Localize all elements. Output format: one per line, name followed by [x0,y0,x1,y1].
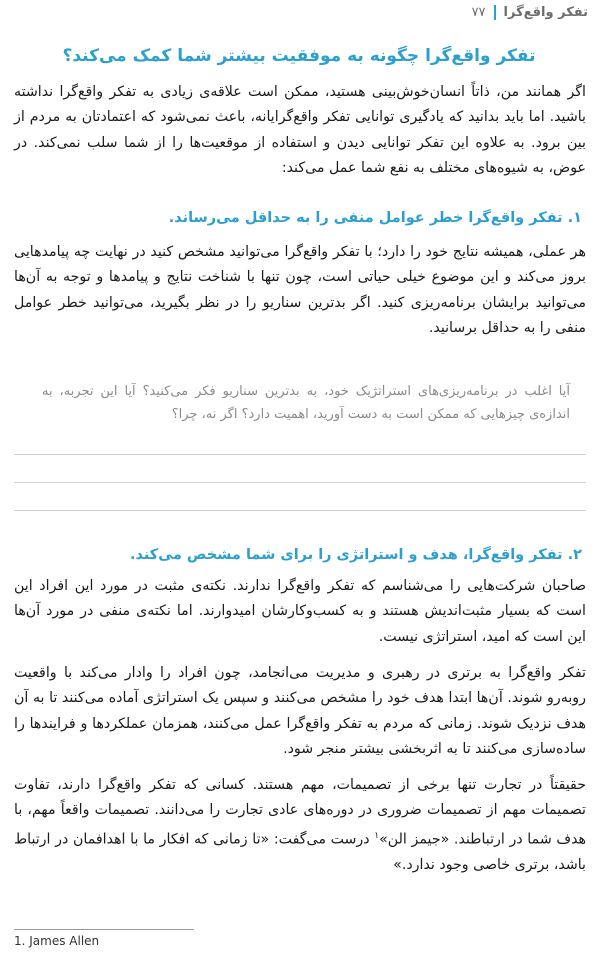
running-header-title: تفکر واقع‌گرا [503,5,588,20]
answer-line-1 [14,454,586,455]
paragraph-3-text-a: حقیقتاً در تجارت تنها برخی از تصمیمات، مهم هستند. کسانی که تفکر واقع‌گرا دارند، تفاوت تصمیمات مهم از تصمیمات ضروری در دوره‌های عادی تجارت را می‌دانند. تصمیمات واقعاً مهم، با هدف شما در ارتباطند. «جیمز الن» [14,777,586,848]
section-title: تفکر واقع‌گرا چگونه به موفقیت بیشتر شما کمک می‌کند؟ [62,46,536,66]
footnote: 1. James Allen [14,934,100,948]
section2-paragraph-2: تفکر واقع‌گرا به برتری در رهبری و مدیریت می‌انجامد، چون افراد را وادار می‌کند با واقعیت روبه‌رو شوند. آن‌ها ابتدا هدف خود را مشخص می‌کنند و سپس یک استراتژی آماده می‌کنند تا به آن هدف نزدیک شوند. زمانی که مردم به تفکر واقع‌گرا عمل می‌کنند، همزمان عملکردها و فرایندها را ساده‌سازی می‌کنند تا به اثربخشی بیشتر منجر شود. [14,665,586,758]
intro-paragraph: اگر همانند من، ذاتاً انسان‌خوش‌بینی هستید، ممکن است علاقه‌ی زیادی به تفکر واقع‌گرا نداشته باشید. اما باید بدانید که یادگیری توانایی تفکر واقع‌گرایانه، باعث نمی‌شود که اعتمادتان به مردم از بین برود. به علاوه این تفکر توانایی دیدن و استفاده از موقعیت‌ها را از شما سلب نمی‌کند. در عوض، به شیوه‌های مختلف به نفع شما عمل می‌کند: [14,84,586,177]
page-number: ۷۷ [471,5,486,20]
subheading-1: ۱. تفکر واقع‌گرا خطر عوامل منفی را به حداقل می‌رساند. [168,210,582,226]
footnote-divider [14,929,194,930]
header-separator [494,5,496,20]
section2-paragraph-1: صاحبان شرکت‌هایی را می‌شناسم که تفکر واقع‌گرا ندارند. نکته‌ی مثبت در مورد این افراد این است که بسیار مثبت‌اندیش هستند و به کسب‌وکارشان امیدوارند. اما نکته‌ی منفی در مورد آن‌ها این است که امید، استراتژی نیست. [14,578,586,645]
subheading-2: ۲. تفکر واقع‌گرا، هدف و استراتژی را برای شما مشخص می‌کند. [130,547,582,563]
answer-line-3 [14,510,586,511]
section1-paragraph: هر عملی، همیشه نتایج خود را دارد؛ با تفکر واقع‌گرا می‌توانید مشخص کنید در نهایت چه پیامدهایی بروز می‌کند و این موضوع خیلی حیاتی است، چون تنها با شناخت نتایج و پیامدها و توجه به آن‌ها می‌توانید برایشان برنامه‌ریزی کنید. اگر بدترین سناریو را در نظر بگیرید، می‌توانید خطر عوامل منفی را به حداقل برسانید. [14,244,586,337]
running-header [472,5,588,20]
footnote-marker: ۱ [374,830,380,841]
paragraph-3-text-b: درست می‌گفت: «تا زمانی که افکار ما با اهدافمان در ارتباط باشد، برتری خاصی وجود ندارد.» [14,831,586,873]
answer-line-2 [14,482,586,483]
reflection-question: آیا اغلب در برنامه‌ریزی‌های استراتژیک خود، به بدترین سناریو فکر می‌کنید؟ آیا این تجربه، به اندازه‌ی چیزهایی که ممکن است به دست آورید، اهمیت دارد؟ اگر نه، چرا؟ [42,384,570,422]
section2-paragraph-3 [14,773,586,878]
